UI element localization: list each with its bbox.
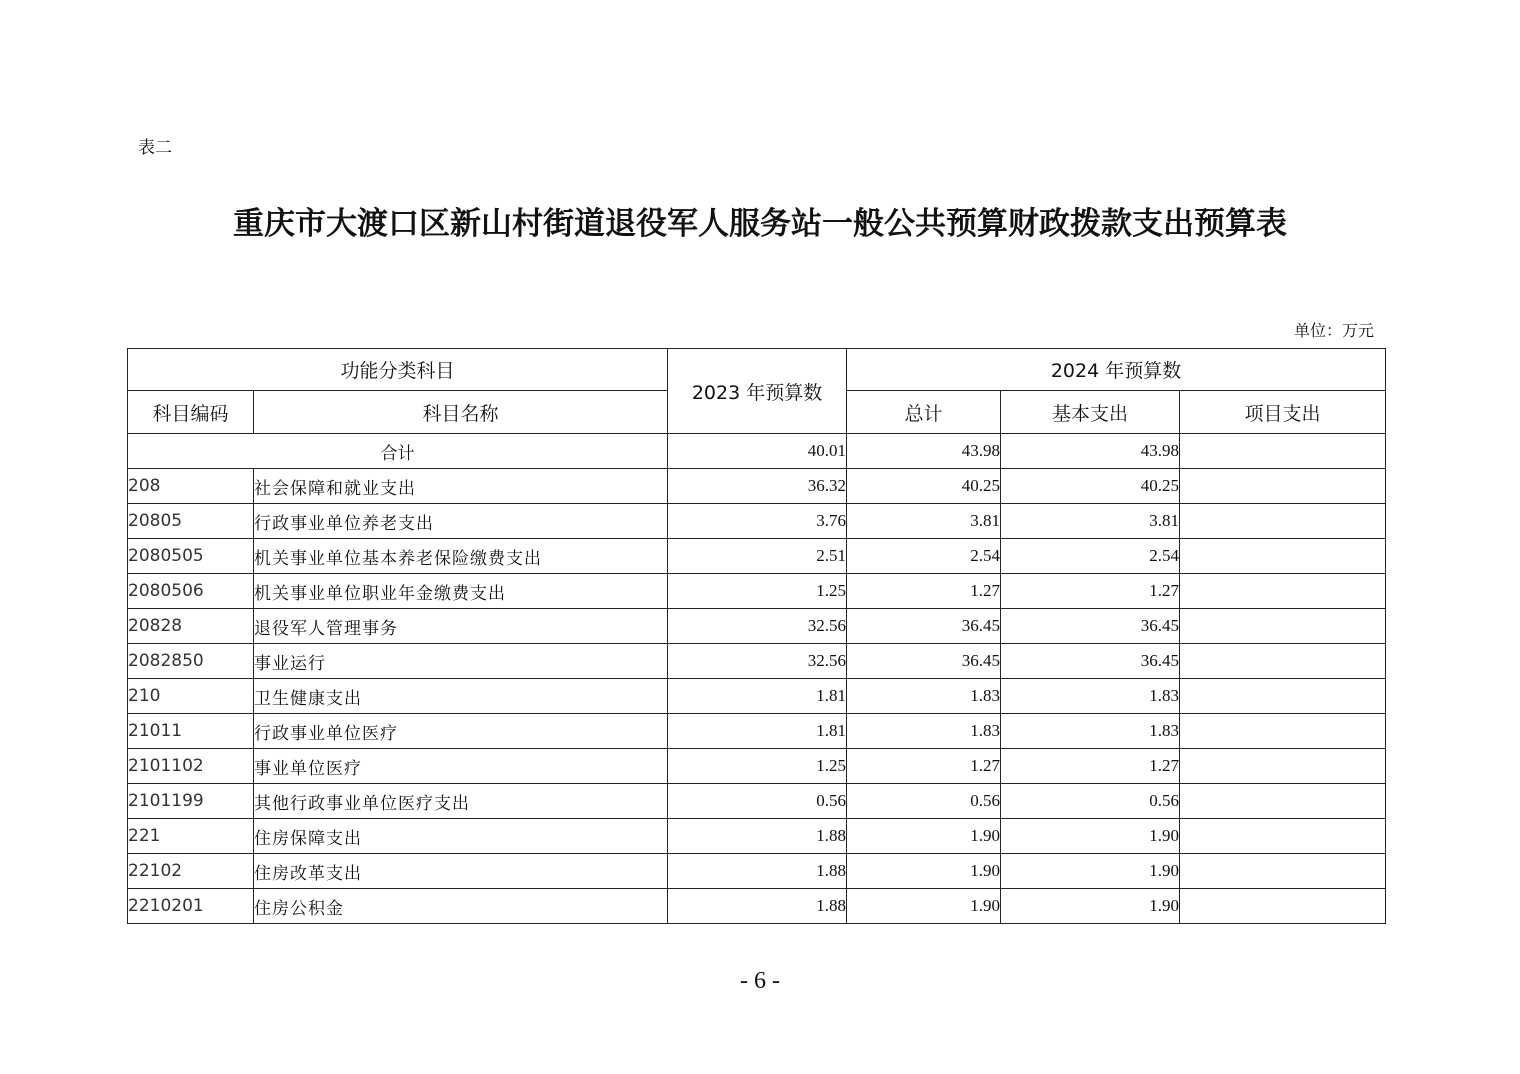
row-2024-total: 0.56 <box>847 784 1001 819</box>
row-2024-basic: 1.90 <box>1001 854 1180 889</box>
row-2023: 1.88 <box>668 889 847 924</box>
row-2023: 32.56 <box>668 644 847 679</box>
row-code: 2080505 <box>128 539 254 574</box>
table-row <box>128 504 1386 539</box>
table-row <box>128 609 1386 644</box>
total-2024-project <box>1180 434 1386 469</box>
header-2024-budget: 2024 年预算数 <box>847 349 1386 391</box>
row-code: 2101199 <box>128 784 254 819</box>
row-2023: 1.81 <box>668 714 847 749</box>
header-functional-class: 功能分类科目 <box>128 349 668 391</box>
row-2024-total: 1.83 <box>847 714 1001 749</box>
row-2023: 1.25 <box>668 749 847 784</box>
row-code: 2080506 <box>128 574 254 609</box>
row-name: 住房保障支出 <box>254 819 668 854</box>
table-row <box>128 889 1386 924</box>
row-2024-basic: 40.25 <box>1001 469 1180 504</box>
row-2024-project <box>1180 644 1386 679</box>
row-name: 事业运行 <box>254 644 668 679</box>
total-label: 合计 <box>128 434 668 469</box>
row-code: 2101102 <box>128 749 254 784</box>
row-2024-basic: 1.83 <box>1001 714 1180 749</box>
row-2023: 3.76 <box>668 504 847 539</box>
table-row <box>128 469 1386 504</box>
row-name: 机关事业单位基本养老保险缴费支出 <box>254 539 668 574</box>
row-2023: 36.32 <box>668 469 847 504</box>
table-row <box>128 574 1386 609</box>
row-2023: 1.88 <box>668 854 847 889</box>
header-code: 科目编码 <box>128 391 254 434</box>
header-total: 总计 <box>847 391 1001 434</box>
total-2024-total: 43.98 <box>847 434 1001 469</box>
row-2024-total: 1.90 <box>847 889 1001 924</box>
row-code: 2210201 <box>128 889 254 924</box>
row-2023: 32.56 <box>668 609 847 644</box>
row-2024-total: 3.81 <box>847 504 1001 539</box>
row-2024-project <box>1180 889 1386 924</box>
row-name: 退役军人管理事务 <box>254 609 668 644</box>
row-name: 机关事业单位职业年金缴费支出 <box>254 574 668 609</box>
row-2023: 1.88 <box>668 819 847 854</box>
row-2024-basic: 1.90 <box>1001 819 1180 854</box>
row-2024-total: 1.27 <box>847 574 1001 609</box>
row-2024-total: 1.83 <box>847 679 1001 714</box>
row-name: 卫生健康支出 <box>254 679 668 714</box>
row-name: 住房公积金 <box>254 889 668 924</box>
row-2024-project <box>1180 469 1386 504</box>
row-code: 22102 <box>128 854 254 889</box>
row-code: 208 <box>128 469 254 504</box>
row-2024-project <box>1180 504 1386 539</box>
row-code: 221 <box>128 819 254 854</box>
table-label: 表二 <box>138 138 172 158</box>
row-2024-basic: 1.27 <box>1001 749 1180 784</box>
row-2024-total: 1.90 <box>847 819 1001 854</box>
table-row <box>128 819 1386 854</box>
row-2024-basic: 1.90 <box>1001 889 1180 924</box>
table-row <box>128 539 1386 574</box>
table-row <box>128 784 1386 819</box>
table-row <box>128 679 1386 714</box>
table-row <box>128 644 1386 679</box>
row-2024-total: 1.90 <box>847 854 1001 889</box>
row-2024-basic: 0.56 <box>1001 784 1180 819</box>
row-name: 住房改革支出 <box>254 854 668 889</box>
row-2024-project <box>1180 609 1386 644</box>
total-row <box>128 434 1386 469</box>
header-name: 科目名称 <box>254 391 668 434</box>
row-2024-total: 1.27 <box>847 749 1001 784</box>
budget-table <box>127 348 1386 924</box>
row-2024-project <box>1180 679 1386 714</box>
row-2024-basic: 36.45 <box>1001 609 1180 644</box>
row-2024-total: 36.45 <box>847 609 1001 644</box>
row-name: 社会保障和就业支出 <box>254 469 668 504</box>
row-2023: 0.56 <box>668 784 847 819</box>
total-2024-basic: 43.98 <box>1001 434 1180 469</box>
unit-label: 单位：万元 <box>1293 321 1374 340</box>
table-row <box>128 749 1386 784</box>
row-name: 事业单位医疗 <box>254 749 668 784</box>
row-2024-project <box>1180 854 1386 889</box>
row-name: 行政事业单位医疗 <box>254 714 668 749</box>
header-basic: 基本支出 <box>1001 391 1180 434</box>
row-2023: 1.81 <box>668 679 847 714</box>
row-2024-project <box>1180 819 1386 854</box>
row-code: 20828 <box>128 609 254 644</box>
row-2023: 1.25 <box>668 574 847 609</box>
row-code: 2082850 <box>128 644 254 679</box>
row-name: 其他行政事业单位医疗支出 <box>254 784 668 819</box>
row-2024-project <box>1180 749 1386 784</box>
row-2024-basic: 2.54 <box>1001 539 1180 574</box>
document-title: 重庆市大渡口区新山村街道退役军人服务站一般公共预算财政拨款支出预算表 <box>233 206 1287 242</box>
row-2024-total: 2.54 <box>847 539 1001 574</box>
row-name: 行政事业单位养老支出 <box>254 504 668 539</box>
row-2024-basic: 1.83 <box>1001 679 1180 714</box>
total-2023: 40.01 <box>668 434 847 469</box>
row-code: 20805 <box>128 504 254 539</box>
row-2023: 2.51 <box>668 539 847 574</box>
row-2024-project <box>1180 539 1386 574</box>
header-2023-budget: 2023 年预算数 <box>668 349 847 434</box>
header-project: 项目支出 <box>1180 391 1386 434</box>
row-2024-project <box>1180 574 1386 609</box>
row-2024-basic: 1.27 <box>1001 574 1180 609</box>
row-2024-total: 36.45 <box>847 644 1001 679</box>
page-number: - 6 - <box>740 968 780 994</box>
row-2024-project <box>1180 714 1386 749</box>
row-2024-project <box>1180 784 1386 819</box>
row-code: 21011 <box>128 714 254 749</box>
row-code: 210 <box>128 679 254 714</box>
table-row <box>128 714 1386 749</box>
row-2024-basic: 36.45 <box>1001 644 1180 679</box>
table-row <box>128 854 1386 889</box>
row-2024-basic: 3.81 <box>1001 504 1180 539</box>
row-2024-total: 40.25 <box>847 469 1001 504</box>
